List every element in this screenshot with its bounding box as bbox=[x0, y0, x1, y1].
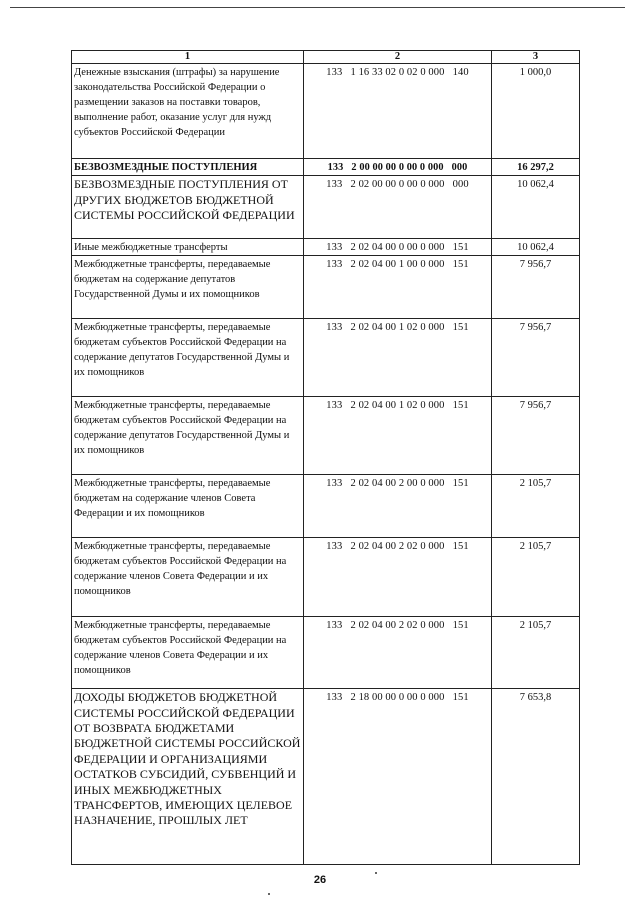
row-code: 133 2 02 04 00 1 02 0 000 151 bbox=[304, 397, 492, 475]
row-name: Межбюджетные трансферты, передаваемые бюджетам субъектов Российской Федерации на содержание членов Совета Федерации и их помощников bbox=[72, 538, 304, 617]
row-amount: 2 105,7 bbox=[492, 475, 580, 538]
row-amount: 7 653,8 bbox=[492, 689, 580, 865]
table-row bbox=[72, 475, 580, 538]
table-row bbox=[72, 176, 580, 239]
row-name: БЕЗВОЗМЕЗДНЫЕ ПОСТУПЛЕНИЯ ОТ ДРУГИХ БЮДЖЕТОВ БЮДЖЕТНОЙ СИСТЕМЫ РОССИЙСКОЙ ФЕДЕРАЦИИ bbox=[72, 176, 304, 239]
row-code: 133 2 02 04 00 1 02 0 000 151 bbox=[304, 319, 492, 397]
row-code: 133 2 02 04 00 0 00 0 000 151 bbox=[304, 239, 492, 256]
table-row bbox=[72, 397, 580, 475]
column-header-name: 1 bbox=[72, 51, 304, 64]
table-row bbox=[72, 64, 580, 159]
table-row bbox=[72, 159, 580, 176]
table-row bbox=[72, 319, 580, 397]
row-name: Межбюджетные трансферты, передаваемые бюджетам субъектов Российской Федерации на содержание членов Совета Федерации и их помощников bbox=[72, 617, 304, 689]
row-name: Денежные взыскания (штрафы) за нарушение законодательства Российской Федерации о размещении заказов на поставки товаров, выполнение работ, оказание услуг для нужд субъектов Российской Федерации bbox=[72, 64, 304, 159]
row-code: 133 2 02 04 00 1 00 0 000 151 bbox=[304, 256, 492, 319]
column-header-code: 2 bbox=[304, 51, 492, 64]
row-code: 133 2 18 00 00 0 00 0 000 151 bbox=[304, 689, 492, 865]
row-amount: 10 062,4 bbox=[492, 239, 580, 256]
row-code: 133 2 02 04 00 2 00 0 000 151 bbox=[304, 475, 492, 538]
row-amount: 1 000,0 bbox=[492, 64, 580, 159]
scan-speck bbox=[268, 893, 270, 895]
row-amount: 10 062,4 bbox=[492, 176, 580, 239]
table-row bbox=[72, 689, 580, 865]
top-rule bbox=[10, 7, 625, 8]
scan-speck bbox=[375, 872, 377, 874]
budget-table bbox=[71, 50, 580, 865]
row-amount: 7 956,7 bbox=[492, 256, 580, 319]
row-name: ДОХОДЫ БЮДЖЕТОВ БЮДЖЕТНОЙ СИСТЕМЫ РОССИЙСКОЙ ФЕДЕРАЦИИ ОТ ВОЗВРАТА БЮДЖЕТАМИ БЮДЖЕТНОЙ СИСТЕМЫ РОССИЙСКОЙ ФЕДЕРАЦИИ И ОРГАНИЗАЦИЯМИ ОСТАТКОВ СУБСИДИЙ, СУБВЕНЦИЙ И ИНЫХ МЕЖБЮДЖЕТНЫХ ТРАНСФЕРТОВ, ИМЕЮЩИХ ЦЕЛЕВОЕ НАЗНАЧЕНИЕ, ПРОШЛЫХ ЛЕТ bbox=[72, 689, 304, 865]
row-name: Межбюджетные трансферты, передаваемые бюджетам субъектов Российской Федерации на содержание депутатов Государственной Думы и их помощников bbox=[72, 397, 304, 475]
table-header-row bbox=[72, 51, 580, 64]
row-name: БЕЗВОЗМЕЗДНЫЕ ПОСТУПЛЕНИЯ bbox=[72, 159, 304, 176]
row-name: Межбюджетные трансферты, передаваемые бюджетам на содержание депутатов Государственной Думы и их помощников bbox=[72, 256, 304, 319]
row-amount: 7 956,7 bbox=[492, 319, 580, 397]
row-name: Межбюджетные трансферты, передаваемые бюджетам субъектов Российской Федерации на содержание депутатов Государственной Думы и их помощников bbox=[72, 319, 304, 397]
page-number: 26 bbox=[313, 874, 327, 886]
row-name: Иные межбюджетные трансферты bbox=[72, 239, 304, 256]
row-code: 133 1 16 33 02 0 02 0 000 140 bbox=[304, 64, 492, 159]
table-row bbox=[72, 538, 580, 617]
row-amount: 7 956,7 bbox=[492, 397, 580, 475]
table-row bbox=[72, 256, 580, 319]
row-code: 133 2 02 04 00 2 02 0 000 151 bbox=[304, 617, 492, 689]
row-code: 133 2 02 04 00 2 02 0 000 151 bbox=[304, 538, 492, 617]
row-amount: 2 105,7 bbox=[492, 617, 580, 689]
row-amount: 16 297,2 bbox=[492, 159, 580, 176]
table-row bbox=[72, 239, 580, 256]
column-header-amount: 3 bbox=[492, 51, 580, 64]
table-row bbox=[72, 617, 580, 689]
row-amount: 2 105,7 bbox=[492, 538, 580, 617]
row-code: 133 2 00 00 00 0 00 0 000 000 bbox=[304, 159, 492, 176]
row-code: 133 2 02 00 00 0 00 0 000 000 bbox=[304, 176, 492, 239]
row-name: Межбюджетные трансферты, передаваемые бюджетам на содержание членов Совета Федерации и их помощников bbox=[72, 475, 304, 538]
